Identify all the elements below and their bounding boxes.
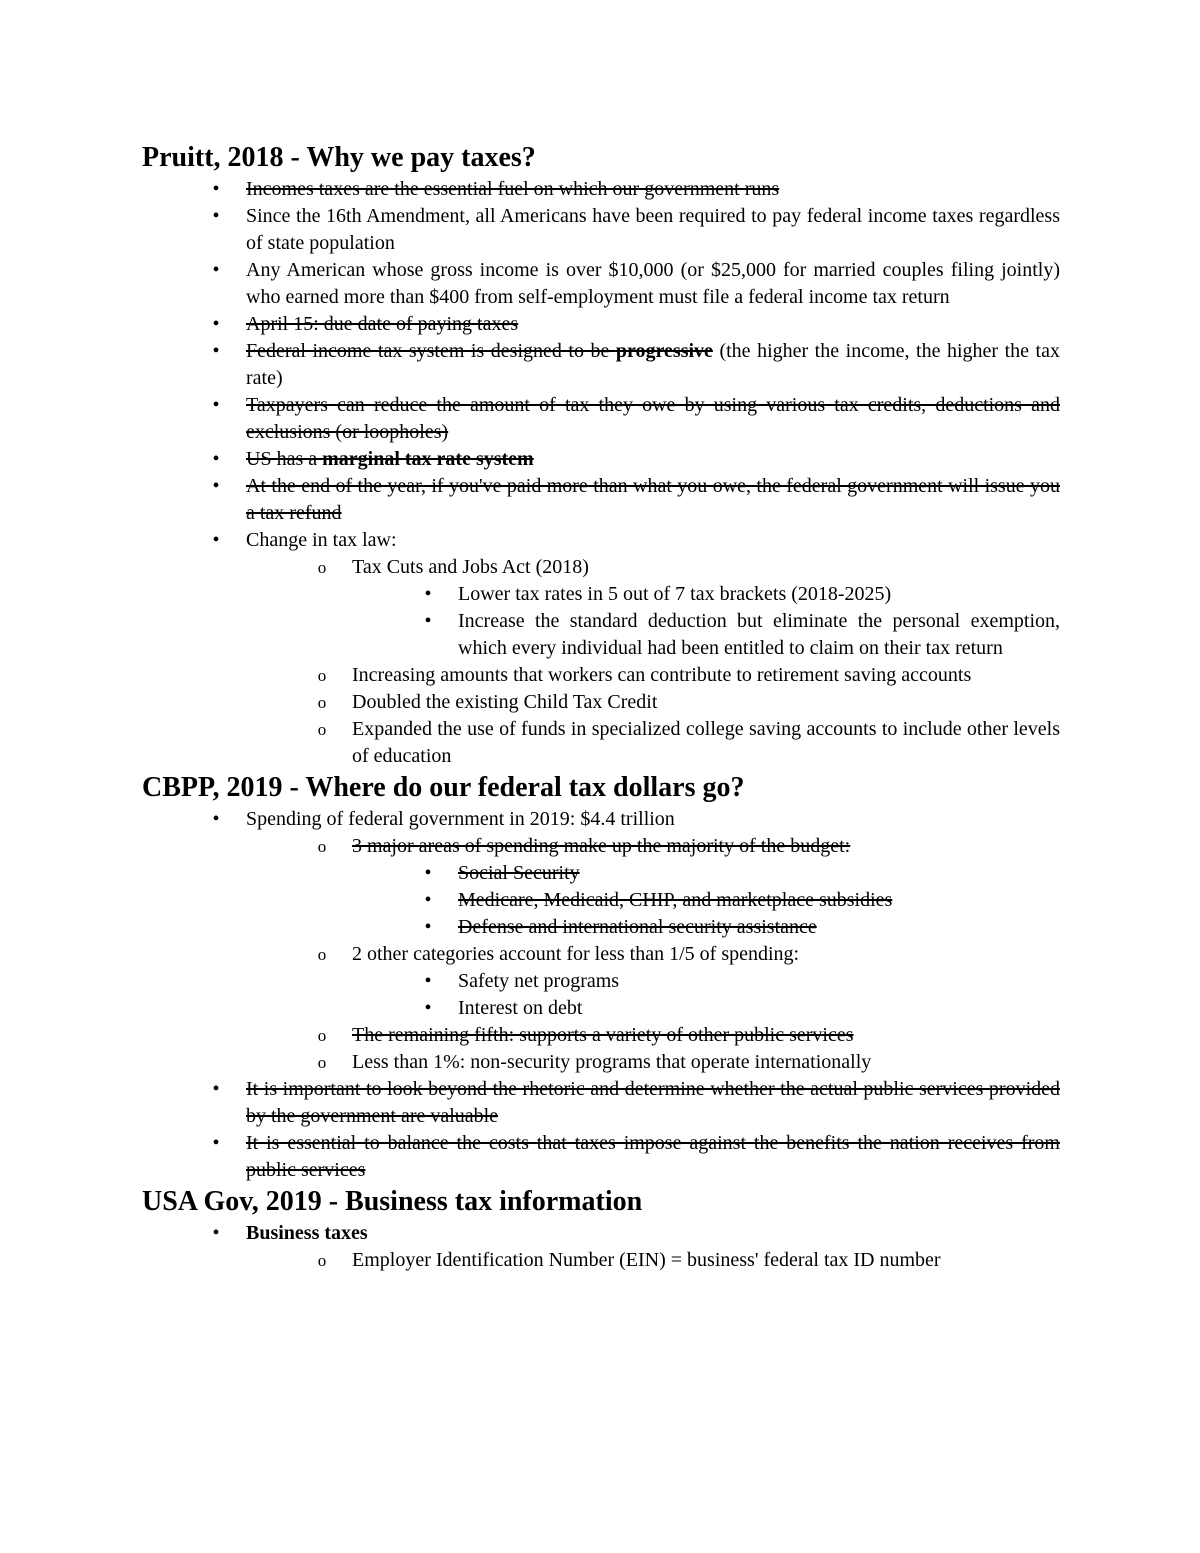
circle-bullet-icon: o: [317, 666, 327, 685]
list-item: [142, 311, 1060, 338]
section-title: USA Gov, 2019 - Business tax information: [142, 1186, 643, 1217]
list-item-text: [246, 475, 1060, 524]
list-item-text: [246, 1078, 1060, 1127]
list-item: [142, 581, 1060, 608]
bullet-icon: •: [212, 448, 220, 470]
list-item: [142, 473, 1060, 527]
list-item-text: [246, 340, 1060, 389]
list-item: [142, 392, 1060, 446]
list-item-text: [246, 313, 518, 335]
list-item: [142, 833, 1060, 860]
list-item-text: [246, 205, 1060, 254]
bullet-icon: •: [212, 313, 220, 335]
text-run: Social Security: [458, 862, 580, 884]
list-item: [142, 806, 1060, 833]
text-run: Taxpayers can reduce the amount of tax they owe by using various tax credits, deductions and exclusions (or loopholes): [246, 394, 1060, 443]
list-item: [142, 662, 1060, 689]
circle-bullet-icon: o: [317, 1026, 327, 1045]
list-item-text: [352, 718, 1060, 767]
text-run: Tax Cuts and Jobs Act (2018): [352, 556, 589, 578]
text-run: Lower tax rates in 5 out of 7 tax brackets (2018-2025): [458, 583, 892, 605]
bullet-icon: •: [212, 1078, 220, 1100]
circle-bullet-icon: o: [317, 693, 327, 712]
section-title: CBPP, 2019 - Where do our federal tax dollars go?: [142, 772, 745, 803]
list-item-text: [246, 808, 675, 830]
text-run: Medicare, Medicaid, CHIP, and marketplace subsidies: [458, 889, 893, 911]
list-item: [142, 338, 1060, 392]
list-item-text: [458, 889, 892, 911]
circle-bullet-icon: o: [317, 1251, 327, 1270]
bullet-icon: •: [424, 862, 432, 884]
list-item: [142, 1130, 1060, 1184]
bullet-icon: •: [212, 178, 220, 200]
text-run: April 15: due date of paying taxes: [246, 313, 519, 335]
text-run: 3 major areas of spending make up the majority of the budget:: [352, 835, 851, 857]
list-item-text: [458, 916, 817, 938]
list-item-text: [352, 1024, 854, 1046]
bullet-icon: •: [424, 916, 432, 938]
bullet-icon: •: [212, 475, 220, 497]
list-item: [142, 1022, 1060, 1049]
list-item: [142, 527, 1060, 554]
circle-bullet-icon: o: [317, 558, 327, 577]
text-run: Spending of federal government in 2019: $4.4 trillion: [246, 808, 675, 830]
list-item: [142, 446, 1060, 473]
circle-bullet-icon: o: [317, 720, 327, 739]
text-run: Expanded the use of funds in specialized college saving accounts to include other levels of education: [352, 718, 1060, 767]
list-item-text: [246, 1222, 368, 1244]
text-run: Employer Identification Number (EIN) = business' federal tax ID number: [352, 1249, 941, 1271]
list-item-text: [352, 1051, 871, 1073]
bullet-icon: •: [212, 340, 220, 362]
list-item-text: [458, 997, 582, 1019]
list-item: [142, 1076, 1060, 1130]
bullet-icon: •: [212, 394, 220, 416]
list-item: [142, 941, 1060, 968]
text-run: The remaining fifth: supports a variety of other public services: [352, 1024, 854, 1046]
list-item: [142, 689, 1060, 716]
list-item-text: [458, 610, 1060, 659]
bullet-list: [142, 176, 1060, 770]
list-item: [142, 176, 1060, 203]
circle-bullet-icon: o: [317, 1053, 327, 1072]
text-run: Safety net programs: [458, 970, 620, 992]
list-item-text: [246, 529, 397, 551]
list-item-text: [352, 691, 657, 713]
list-item-text: [352, 943, 799, 965]
list-item: [142, 968, 1060, 995]
bullet-icon: •: [212, 259, 220, 281]
text-run: Less than 1%: non-security programs that operate internationally: [352, 1051, 872, 1073]
bullet-icon: •: [212, 808, 220, 830]
text-run: Any American whose gross income is over $10,000 (or $25,000 for married couples filing jointly) who earned more than $400 from self-employment must file a federal income tax return: [246, 259, 1060, 308]
list-item-text: [458, 970, 619, 992]
list-item-text: [246, 394, 1060, 443]
list-item-text: [352, 556, 589, 578]
list-item-text: [458, 583, 891, 605]
text-run: Interest on debt: [458, 997, 583, 1019]
list-item: [142, 1049, 1060, 1076]
bullet-icon: •: [424, 583, 432, 605]
list-item: [142, 554, 1060, 581]
section-title: Pruitt, 2018 - Why we pay taxes?: [142, 142, 536, 173]
bullet-icon: •: [424, 610, 432, 632]
list-item-text: [458, 862, 580, 884]
list-item-text: [246, 259, 1060, 308]
list-item: [142, 203, 1060, 257]
bullet-icon: •: [212, 1132, 220, 1154]
text-run: Increase the standard deduction but eliminate the personal exemption, which every individual had been entitled to claim on their tax return: [458, 610, 1060, 659]
list-item-text: [246, 448, 534, 470]
bullet-list: [142, 806, 1060, 1184]
bullet-icon: •: [212, 205, 220, 227]
text-run: US has a: [246, 448, 323, 470]
list-item: [142, 608, 1060, 662]
bullet-icon: •: [212, 529, 220, 551]
bullet-icon: •: [424, 970, 432, 992]
bullet-icon: •: [424, 997, 432, 1019]
list-item: [142, 1247, 1060, 1274]
list-item: [142, 860, 1060, 887]
text-run: Incomes taxes are the essential fuel on which our government runs: [246, 178, 780, 200]
list-item-text: [352, 835, 850, 857]
text-run: At the end of the year, if you've paid more than what you owe, the federal government will issue you a tax refund: [246, 475, 1060, 524]
text-run: Federal income tax system is designed to be: [246, 340, 616, 362]
text-run: Since the 16th Amendment, all Americans have been required to pay federal income taxes regardless of state population: [246, 205, 1060, 254]
list-item: [142, 257, 1060, 311]
text-run: It is essential to balance the costs that taxes impose against the benefits the nation receives from public services: [246, 1132, 1060, 1181]
list-item: [142, 1220, 1060, 1247]
bullet-icon: •: [212, 1222, 220, 1244]
text-run: 2 other categories account for less than 1/5 of spending:: [352, 943, 800, 965]
circle-bullet-icon: o: [317, 837, 327, 856]
list-item: [142, 914, 1060, 941]
text-run: Change in tax law:: [246, 529, 397, 551]
text-run: marginal tax rate system: [322, 448, 534, 470]
list-item-text: [352, 1249, 941, 1271]
text-run: (the higher the income, the higher the tax rate): [246, 340, 1060, 389]
text-run: Doubled the existing Child Tax Credit: [352, 691, 658, 713]
text-run: Business taxes: [246, 1222, 368, 1244]
list-item: [142, 995, 1060, 1022]
text-run: progressive: [615, 340, 713, 362]
circle-bullet-icon: o: [317, 945, 327, 964]
text-run: It is important to look beyond the rhetoric and determine whether the actual public services provided by the government are valuable: [246, 1078, 1060, 1127]
list-item: [142, 887, 1060, 914]
bullet-list: [142, 1220, 1060, 1274]
text-run: Increasing amounts that workers can contribute to retirement saving accounts: [352, 664, 972, 686]
list-item-text: [246, 1132, 1060, 1181]
list-item: [142, 716, 1060, 770]
list-item-text: [352, 664, 971, 686]
document-body: [142, 140, 1060, 1274]
list-item-text: [246, 178, 779, 200]
text-run: Defense and international security assistance: [458, 916, 817, 938]
bullet-icon: •: [424, 889, 432, 911]
